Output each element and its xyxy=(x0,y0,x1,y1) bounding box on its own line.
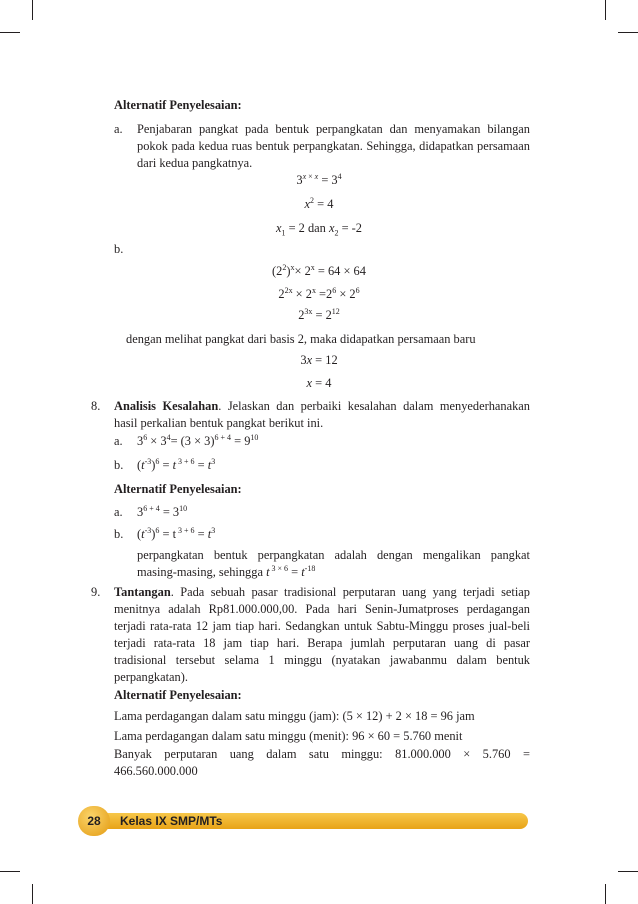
solution-line: Lama perdagangan dalam satu minggu (menit): 96 × 60 = 5.760 menit xyxy=(114,729,463,743)
item-label-a: a. xyxy=(114,434,123,448)
solution-line: Banyak perputaran uang dalam satu minggu: 81.000.000 × 5.760 = 466.560.000.000 xyxy=(114,747,530,778)
note-text: dengan melihat pangkat dari basis 2, maka didapatkan persamaan baru xyxy=(126,332,476,346)
crop-mark xyxy=(605,884,606,904)
crop-mark xyxy=(605,0,606,20)
equation-3: $x_1 = 2$ dan $x_2 = -2$ xyxy=(276,221,362,238)
solution-heading: Alternatif Penyelesaian: xyxy=(114,482,242,496)
item-label-a: a. xyxy=(114,122,123,136)
equation-b3: $2^{3x} = 2^{12}$ xyxy=(298,306,340,322)
crop-mark xyxy=(0,871,20,872)
equation-q8b: $(t^{-3})^6 = t$ $^{3 + 6} = t^3$ xyxy=(137,456,216,472)
item-label-b: b. xyxy=(114,527,124,541)
item-a-text: Penjabaran pangkat pada bentuk perpangkatan dan menyamakan bilangan pokok pada kedua ruas bentuk perpangkatan. Sehingga, didapatkan persamaan dari kedua pangkatnya. xyxy=(137,122,530,170)
solution-q8a: $3^{6 + 4} = 3^{10}$ xyxy=(137,503,188,519)
crop-mark xyxy=(32,884,33,904)
solution-q8b: $(t^{-3})^6 = t$ $^{3 + 6} = t^3$ xyxy=(137,525,216,541)
crop-mark xyxy=(32,0,33,20)
equation-b2: $2^{2x} \times 2^x =2^6 \times 2^6$ xyxy=(278,285,360,301)
item-label-b: b. xyxy=(114,458,124,472)
equation-b1: $(2^2)^x\times 2^x = 64 \times 64$ xyxy=(272,262,366,278)
explanation-line-2: masing-masing, sehingga t $^{3 \times 6} = t^{-18}$ xyxy=(137,563,316,579)
equation-b4: 3x = 12 xyxy=(300,353,338,367)
equation-1: $3^{x \times x} = 3^4$ xyxy=(296,171,342,187)
equation-b5: x = 4 xyxy=(306,376,332,390)
solution-heading: Alternatif Penyelesaian: xyxy=(114,688,242,702)
equation-q8a: $3^6 \times 3^4= (3 \times 3)^{6 + 4} = 9^{10}$ xyxy=(137,432,259,448)
crop-mark xyxy=(618,871,638,872)
equation-2: $x^2 = 4$ xyxy=(304,195,334,211)
question-number: 9. xyxy=(91,585,101,599)
book-title: Kelas IX SMP/MTs xyxy=(120,814,223,828)
page-number: 28 xyxy=(78,806,110,836)
crop-mark xyxy=(618,32,638,33)
crop-mark xyxy=(0,32,20,33)
question-8-text: Analisis Kesalahan. Jelaskan dan perbaiki kesalahan dalam menyederhanakan hasil perkalian bentuk pangkat berikut ini. xyxy=(114,399,530,430)
item-label-b: b. xyxy=(114,242,124,256)
question-number: 8. xyxy=(91,399,101,413)
solution-heading: Alternatif Penyelesaian: xyxy=(114,98,242,112)
question-9-text: Tantangan. Pada sebuah pasar tradisional perputaran uang yang terjadi setiap menitnya adalah Rp81.000.000,00. Pada hari Senin-Jumatproses perdagangan terjadi rata-rata 12 jam tiap hari. Sedangkan untuk Sabtu-Minggu proses jual-beli terjadi rata-rata 18 jam tiap hari. Berapa jumlah perputaran uang di pasar tradisional tersebut selama 1 minggu (nyatakan jawabanmu dalam bentuk perpangkatan). xyxy=(114,585,530,684)
solution-line: Lama perdagangan dalam satu minggu (jam): (5 × 12) + 2 × 18 = 96 jam xyxy=(114,709,475,723)
item-label-a: a. xyxy=(114,505,123,519)
explanation-line-1: perpangkatan bentuk perpangkatan adalah dengan mengalikan pangkat xyxy=(137,548,530,562)
